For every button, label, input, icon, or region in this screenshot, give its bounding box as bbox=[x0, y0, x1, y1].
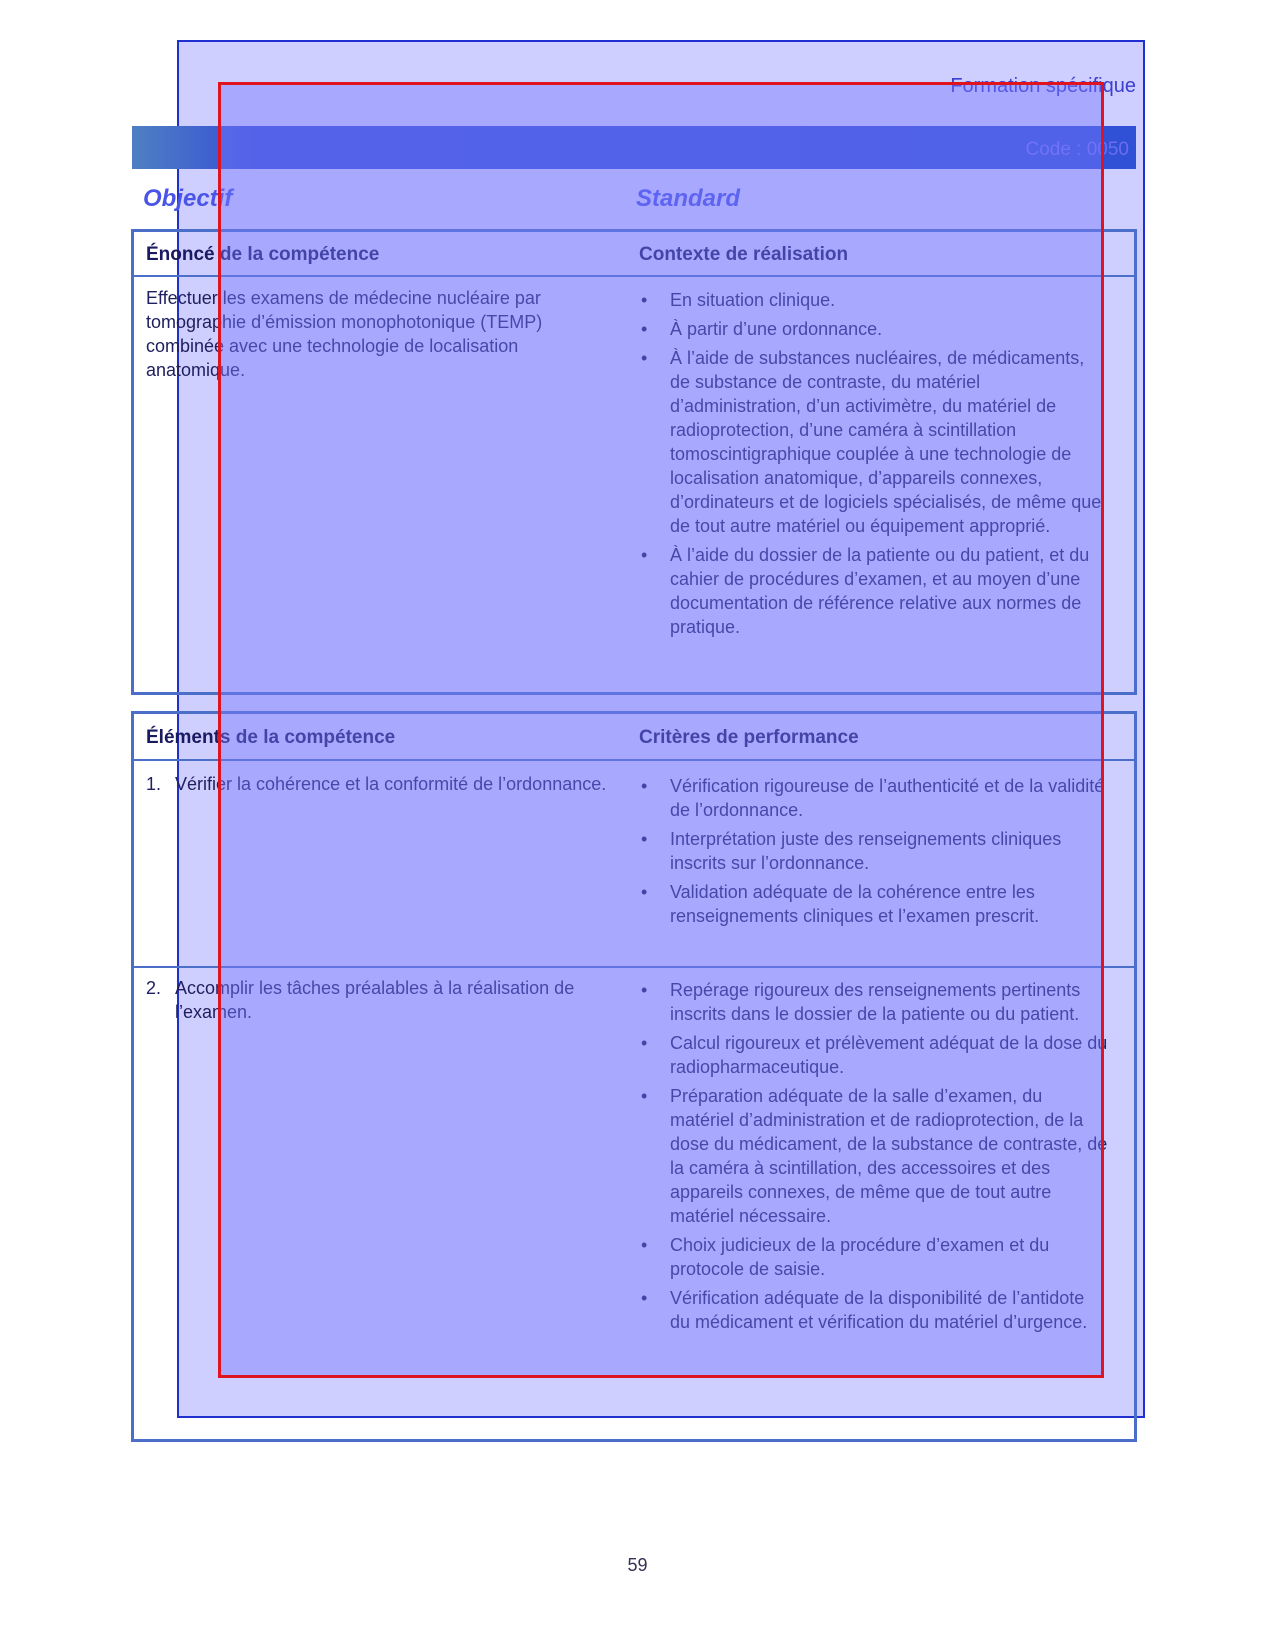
element-number: 2. bbox=[146, 978, 162, 998]
list-item: • Validation adéquate de la cohérence entre les renseignements cliniques et l’examen prescrit. bbox=[639, 880, 1109, 928]
list-item: • Calcul rigoureux et prélèvement adéquat de la dose du radiopharmaceutique. bbox=[639, 1031, 1109, 1079]
list-item: • Repérage rigoureux des renseignements pertinents inscrits dans le dossier de la patiente ou du patient. bbox=[639, 978, 1109, 1026]
list-item: • Interprétation juste des renseignements cliniques inscrits sur l’ordonnance. bbox=[639, 827, 1109, 875]
list-item: • Choix judicieux de la procédure d’examen et du protocole de saisie. bbox=[639, 1233, 1109, 1281]
list-item: • En situation clinique. bbox=[639, 288, 1109, 312]
element-number: 1. bbox=[146, 774, 162, 794]
criteria-header: Critères de performance bbox=[639, 727, 859, 748]
list-item: • Vérification adéquate de la disponibilité de l’antidote du médicament et vérification du matériel d’urgence. bbox=[639, 1286, 1109, 1334]
element-text: Vérifier la cohérence et la conformité de l’ordonnance. bbox=[175, 774, 607, 794]
objective-heading: Objectif bbox=[143, 185, 233, 212]
elements-header: Éléments de la compétence bbox=[146, 727, 396, 748]
list-item: • À partir d’une ordonnance. bbox=[639, 317, 1109, 341]
list-item: • Vérification rigoureuse de l’authenticité et de la validité de l’ordonnance. bbox=[639, 774, 1109, 822]
list-item: • À l’aide du dossier de la patiente ou du patient, et du cahier de procédures d’examen, et au moyen d’une documentation de référence relative aux normes de pratique. bbox=[639, 543, 1109, 639]
competence-statement-header: Énoncé de la compétence bbox=[146, 244, 380, 265]
standard-heading: Standard bbox=[636, 185, 741, 212]
list-item: • À l’aide de substances nucléaires, de médicaments, de substance de contraste, du matériel d’administration, d’un activimètre, du matériel de radioprotection, d’une caméra à scintillation tomoscintigraphique couplée à une technologie de localisation anatomique, d’appareils connexes, d’ordinateurs et de logiciels spécialisés, de même que de tout autre matériel ou équipement approprié. bbox=[639, 346, 1109, 538]
element-text: Accomplir les tâches préalables à la réalisation de l’examen. bbox=[175, 978, 575, 1022]
competency-code: Code : 0050 bbox=[1025, 139, 1129, 160]
page-number: 59 bbox=[627, 1555, 648, 1575]
context-header: Contexte de réalisation bbox=[639, 244, 849, 265]
list-item: • Préparation adéquate de la salle d’examen, du matériel d’administration et de radioprotection, de la dose du médicament, de la substance de contraste, de la caméra à scintillation, des accessoires et des appareils connexes, de même que de tout autre matériel nécessaire. bbox=[639, 1084, 1109, 1228]
annotation-region-inner bbox=[218, 82, 1104, 1378]
page-header-title: Formation spécifique bbox=[950, 75, 1136, 97]
competence-statement-text: Effectuer les examens de médecine nucléaire par tomographie d’émission monophotonique (TEMP) combinée avec une technologie de localisation anatomique. bbox=[146, 288, 543, 380]
